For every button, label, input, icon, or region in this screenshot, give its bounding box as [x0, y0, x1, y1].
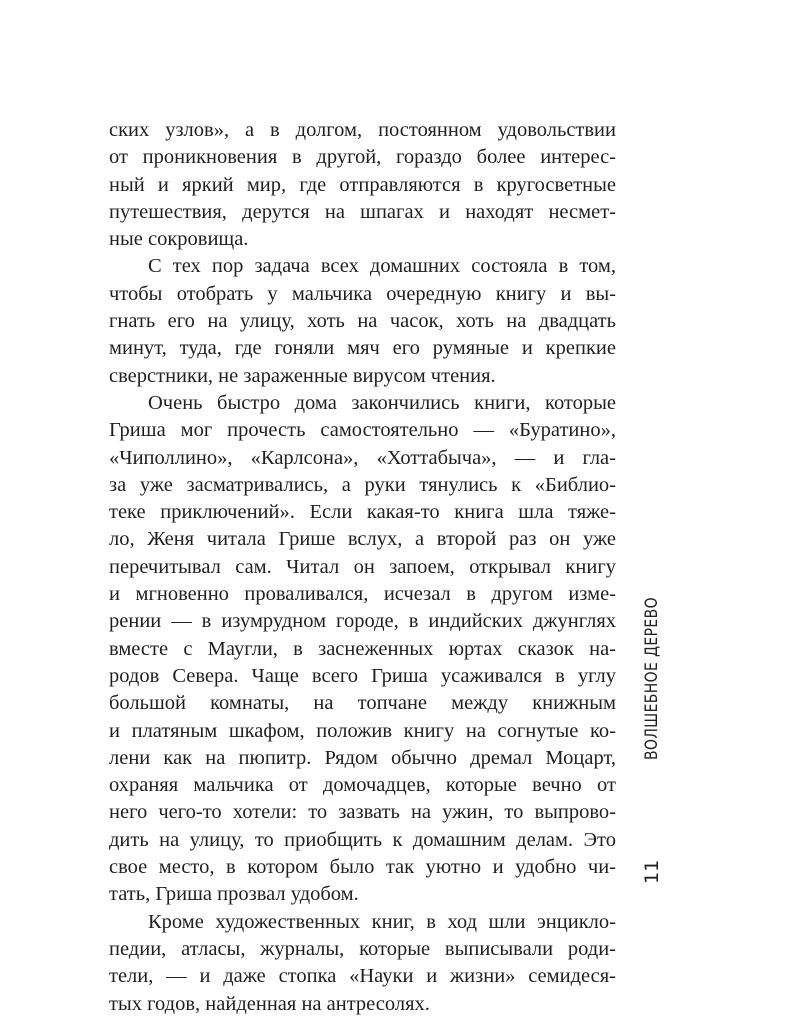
text-line: тели, — и даже стопка «Науки и жизни» семидеся-: [109, 965, 616, 988]
text-line: ный и яркий мир, где отправляются в кругосветные: [109, 173, 616, 196]
text-line: свое место, в котором было так уютно и удобно чи-: [109, 856, 616, 879]
text-line: минут, туда, где гоняли мяч его румяные и крепкие: [109, 337, 616, 360]
text-line: вместе с Маугли, в заснеженных юртах сказок на-: [109, 637, 616, 660]
text-line: дить на улицу, то приобщить к домашним делам. Это: [109, 828, 616, 851]
text-line: большой комнаты, на топчане между книжным: [109, 692, 616, 715]
text-line: С тех пор задача всех домашних состояла в том,: [148, 255, 616, 278]
text-line: рении — в изумрудном городе, в индийских джунглях: [109, 610, 616, 633]
text-line: ских узлов», а в долгом, постоянном удовольствии: [109, 119, 616, 141]
text-line: «Чиполлино», «Карлсона», «Хоттабыча», — и гла-: [109, 446, 616, 469]
text-line: гнать его на улицу, хоть на часок, хоть на двадцать: [109, 310, 616, 333]
text-line: чтобы отобрать у мальчика очередную книгу и вы-: [109, 282, 616, 305]
text-line: охраняя мальчика от домочадцев, которые вечно от: [109, 774, 616, 797]
text-line: сверстники, не зараженные вирусом чтения.: [109, 364, 496, 387]
text-line: и мгновенно проваливался, исчезал в другом изме-: [109, 583, 616, 606]
text-line: тать, Гриша прозвал удобом.: [109, 883, 359, 906]
text-line: теке приключений». Если какая-то книга шла тяже-: [109, 501, 616, 524]
text-line: лени как на пюпитр. Рядом обычно дремал Моцарт,: [109, 746, 616, 769]
text-line: ные сокровища.: [109, 228, 249, 251]
text-line: Кроме художественных книг, в ход шли энцикло-: [148, 910, 616, 933]
text-line: педии, атласы, журналы, которые выписывали роди-: [109, 937, 616, 960]
text-line: Очень быстро дома закончились книги, которые: [148, 391, 616, 414]
text-line: от проникновения в другой, гораздо более интерес-: [109, 146, 616, 169]
text-line: ло, Женя читала Грише вслух, а второй раз он уже: [109, 528, 616, 551]
text-line: него чего-то хотели: то зазвать на ужин, то выпрово-: [109, 801, 616, 824]
text-line: путешествия, дерутся на шпагах и находят несмет-: [109, 200, 616, 223]
body-text: [109, 117, 616, 1018]
text-line: тых годов, найденная на антресолях.: [109, 992, 430, 1015]
page-number: 11: [641, 859, 663, 884]
text-line: за уже засматривались, а руки тянулись к «Библио-: [109, 473, 616, 496]
text-line: перечитывал сам. Читал он запоем, открывал книгу: [109, 555, 616, 578]
running-head-title: ВОЛШЕБНОЕ ДЕРЕВО: [642, 596, 662, 760]
text-line: Гриша мог прочесть самостоятельно — «Буратино»,: [109, 419, 616, 442]
text-line: и платяным шкафом, положив книгу на согнутые ко-: [109, 719, 616, 742]
text-line: родов Севера. Чаще всего Гриша усаживался в углу: [109, 664, 616, 687]
